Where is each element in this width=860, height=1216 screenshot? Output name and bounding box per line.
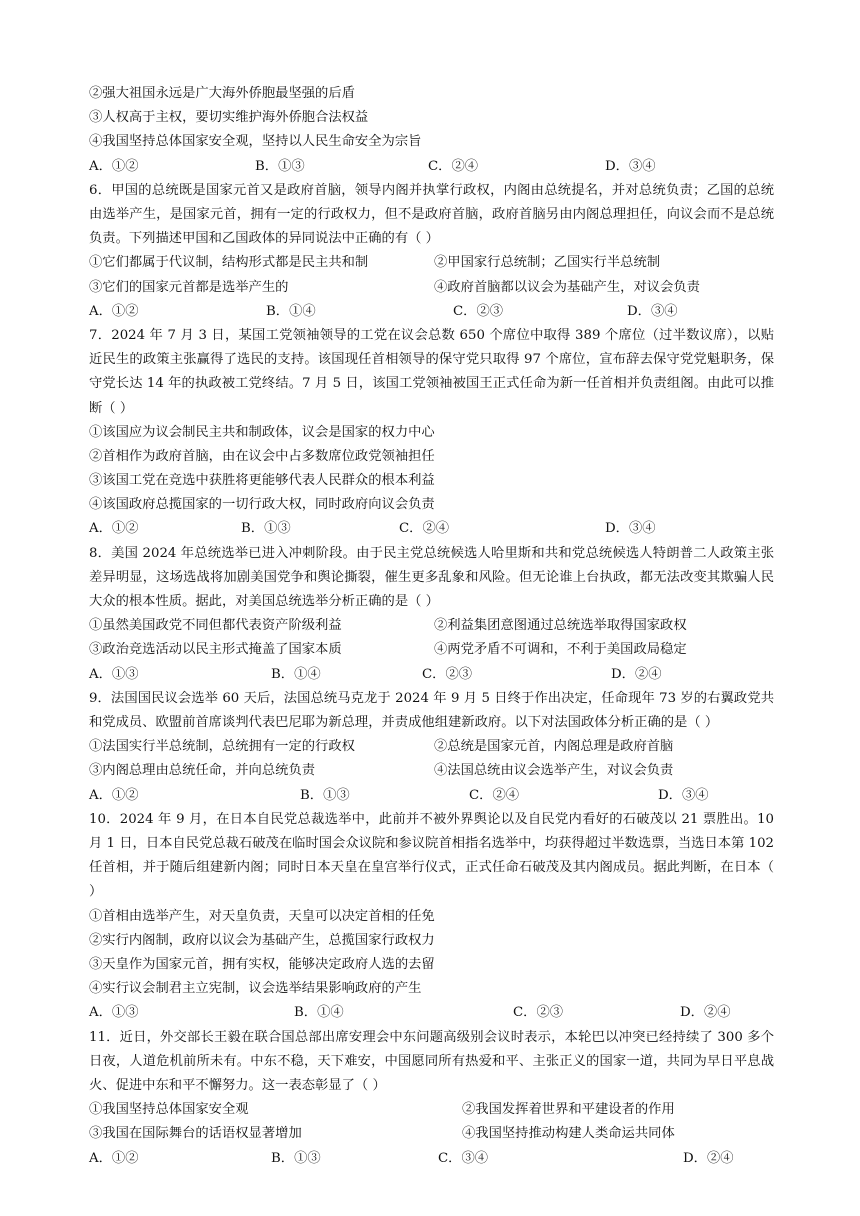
statement-row: [89, 276, 774, 300]
question-stem: 8．美国 2024 年总统选举已进入冲刺阶段。由于民主党总统候选人哈里斯和共和党总统候选人特朗普二人政策主张差异明显，这场选战将加剧美国党争和舆论撕裂，催生更多乱象和风险。但无论谁上台执政，都无法改变其欺骗人民大众的根本性质。据此，对美国总统选举分析正确的是（ ）: [89, 545, 774, 610]
question-9: [89, 687, 774, 808]
statement: ④两党矛盾不可调和，不利于美国政局稳定: [434, 642, 687, 658]
option-a[interactable]: A．①③: [89, 1005, 139, 1021]
statement: ①它们都属于代议制，结构形式都是民主共和制: [89, 255, 369, 271]
option-c[interactable]: C．②③: [513, 1005, 564, 1021]
statement: ①首相由选举产生，对天皇负责，天皇可以决定首相的任免: [89, 908, 435, 924]
statement-row: [89, 251, 774, 275]
statement: ①我国坚持总体国家安全观: [89, 1102, 249, 1118]
statement: ③我国在国际舞台的话语权显著增加: [89, 1126, 302, 1142]
option-a[interactable]: A．①③: [89, 666, 139, 682]
statement: ②强大祖国永远是广大海外侨胞最坚强的后盾: [89, 86, 355, 101]
statement: ②实行内阁制，政府以议会为基础产生，总揽国家行政权力: [89, 932, 435, 948]
statement: ②甲国家行总统制；乙国实行半总统制: [434, 255, 661, 271]
statement: ④法国总统由议会选举产生，对议会负责: [434, 763, 674, 779]
option-a[interactable]: A．①②: [89, 158, 139, 174]
option-b[interactable]: B．①③: [271, 1150, 321, 1166]
question-stem: 11．近日，外交部长王毅在联合国总部出席安理会中东问题高级别会议时表示，本轮巴以冲突已经持续了 300 多个日夜，人道危机前所未有。中东不稳，天下难安，中国愿同所有热爱和平、主张正义的国家一道，共同为早日平息战火、促进中东和平不懈努力。这一表态彰显了（ ）: [89, 1029, 774, 1093]
statement: ①虽然美国政党不同但都代表资产阶级利益: [89, 618, 342, 634]
option-d[interactable]: D．②④: [683, 1150, 734, 1166]
answer-options: [89, 517, 774, 541]
option-d[interactable]: D．③④: [658, 787, 709, 803]
option-a[interactable]: A．①②: [89, 521, 139, 537]
statement: ③人权高于主权，要切实维护海外侨胞合法权益: [89, 110, 369, 126]
statement-row: [89, 614, 774, 638]
option-d[interactable]: D．②④: [611, 666, 662, 682]
option-b[interactable]: B．①④: [266, 303, 316, 319]
answer-options: [89, 300, 774, 324]
statement-row: [89, 638, 774, 662]
option-a[interactable]: A．①②: [89, 1150, 139, 1166]
question-11: [89, 1026, 774, 1171]
statement: ④我国坚持推动构建人类命运共同体: [462, 1126, 675, 1142]
statement: ②总统是国家元首，内阁总理是政府首脑: [434, 739, 674, 755]
question-stem: 9．法国国民议会选举 60 天后，法国总统马克龙于 2024 年 9 月 5 日终于作出决定，任命现年 73 岁的右翼政党共和党成员、欧盟前首席谈判代表巴尼耶为新总理，并责成他组建新政府。以下对法国政体分析正确的是（ ）: [89, 690, 774, 731]
option-a[interactable]: A．①②: [89, 303, 139, 319]
option-c[interactable]: C．③④: [438, 1150, 489, 1166]
question-10: [89, 808, 774, 1026]
statement: ④政府首脑都以议会为基础产生，对议会负责: [434, 279, 700, 295]
question-6: [89, 179, 774, 324]
option-b[interactable]: B．①④: [271, 666, 321, 682]
option-a[interactable]: A．①②: [89, 787, 139, 803]
option-c[interactable]: C．②③: [453, 303, 504, 319]
statement: ③政治竞选活动以民主形式掩盖了国家本质: [89, 642, 342, 658]
question-8: [89, 542, 774, 687]
question-stem: 10．2024 年 9 月，在日本自民党总裁选举中，此前并不被外界舆论以及自民党内看好的石破茂以 21 票胜出。10 月 1 日，日本自民党总裁石破茂在临时国会众议院和参议院首相指名选举中，均获得超过半数选票，当选日本第 102 任首相，并于随后组建新内阁；同时日本天皇在皇宫举行仪式，正式任命石破茂及其内阁成员。据此判断，在日本（ ）: [89, 811, 774, 900]
option-d[interactable]: D．②④: [680, 1005, 731, 1021]
statement-row: [89, 735, 774, 759]
question-stem: 7．2024 年 7 月 3 日，某国工党领袖领导的工党在议会总数 650 个席位中取得 389 个席位（过半数议席），以贴近民生的政策主张赢得了选民的支持。该国现任首相领导的保守党只取得 97 个席位，宣布辞去保守党党魁职务，保守党长达 14 年的执政被工党终结。7 月 5 日，该国工党领袖被国王正式任命为新一任首相并负责组阁。由此可以推断（ ）: [89, 327, 774, 416]
answer-options: [89, 1001, 774, 1025]
answer-options: [89, 784, 774, 808]
statement: ①该国应为议会制民主共和制政体，议会是国家的权力中心: [89, 424, 435, 440]
statement-row: [89, 759, 774, 783]
statement: ①法国实行半总统制，总统拥有一定的行政权: [89, 739, 355, 755]
option-d[interactable]: D．③④: [605, 521, 656, 537]
question-7: [89, 324, 774, 542]
exam-page: [89, 82, 774, 1171]
statement: ③该国工党在竞选中获胜将更能够代表人民群众的根本利益: [89, 473, 435, 489]
statement: ②我国发挥着世界和平建设者的作用: [462, 1102, 675, 1118]
option-b[interactable]: B．①③: [241, 521, 291, 537]
option-b[interactable]: B．①④: [294, 1005, 344, 1021]
statement-row: [89, 1098, 774, 1122]
option-b[interactable]: B．①③: [255, 158, 305, 174]
option-b[interactable]: B．①③: [300, 787, 350, 803]
statement-row: [89, 1122, 774, 1146]
question-5-tail: [89, 82, 774, 179]
statement: ③内阁总理由总统任命，并向总统负责: [89, 763, 316, 779]
option-c[interactable]: C．②④: [469, 787, 520, 803]
option-c[interactable]: C．②③: [422, 666, 473, 682]
statement: ③天皇作为国家元首，拥有实权，能够决定政府人选的去留: [89, 957, 435, 972]
statement: ③它们的国家元首都是选举产生的: [89, 279, 289, 295]
answer-options: [89, 1147, 774, 1171]
statement: ②利益集团意图通过总统选举取得国家政权: [434, 618, 687, 634]
option-c[interactable]: C．②④: [399, 521, 450, 537]
option-d[interactable]: D．③④: [605, 158, 656, 174]
statement: ④实行议会制君主立宪制，议会选举结果影响政府的产生: [89, 981, 422, 997]
statement: ④该国政府总揽国家的一切行政大权，同时政府向议会负责: [89, 497, 435, 513]
option-d[interactable]: D．③④: [627, 303, 678, 319]
question-stem: 6．甲国的总统既是国家元首又是政府首脑，领导内阁并执掌行政权，内阁由总统提名，并对总统负责；乙国的总统由选举产生，是国家元首，拥有一定的行政权力，但不是政府首脑，政府首脑另由内阁总理担任，向议会而不是总统负责。下列描述甲国和乙国政体的异同说法中正确的有（ ）: [89, 182, 774, 247]
answer-options: [89, 155, 774, 179]
statement: ②首相作为政府首脑，由在议会中占多数席位政党领袖担任: [89, 448, 435, 464]
statement: ④我国坚持总体国家安全观，坚持以人民生命安全为宗旨: [89, 134, 422, 150]
answer-options: [89, 663, 774, 687]
option-c[interactable]: C．②④: [428, 158, 479, 174]
